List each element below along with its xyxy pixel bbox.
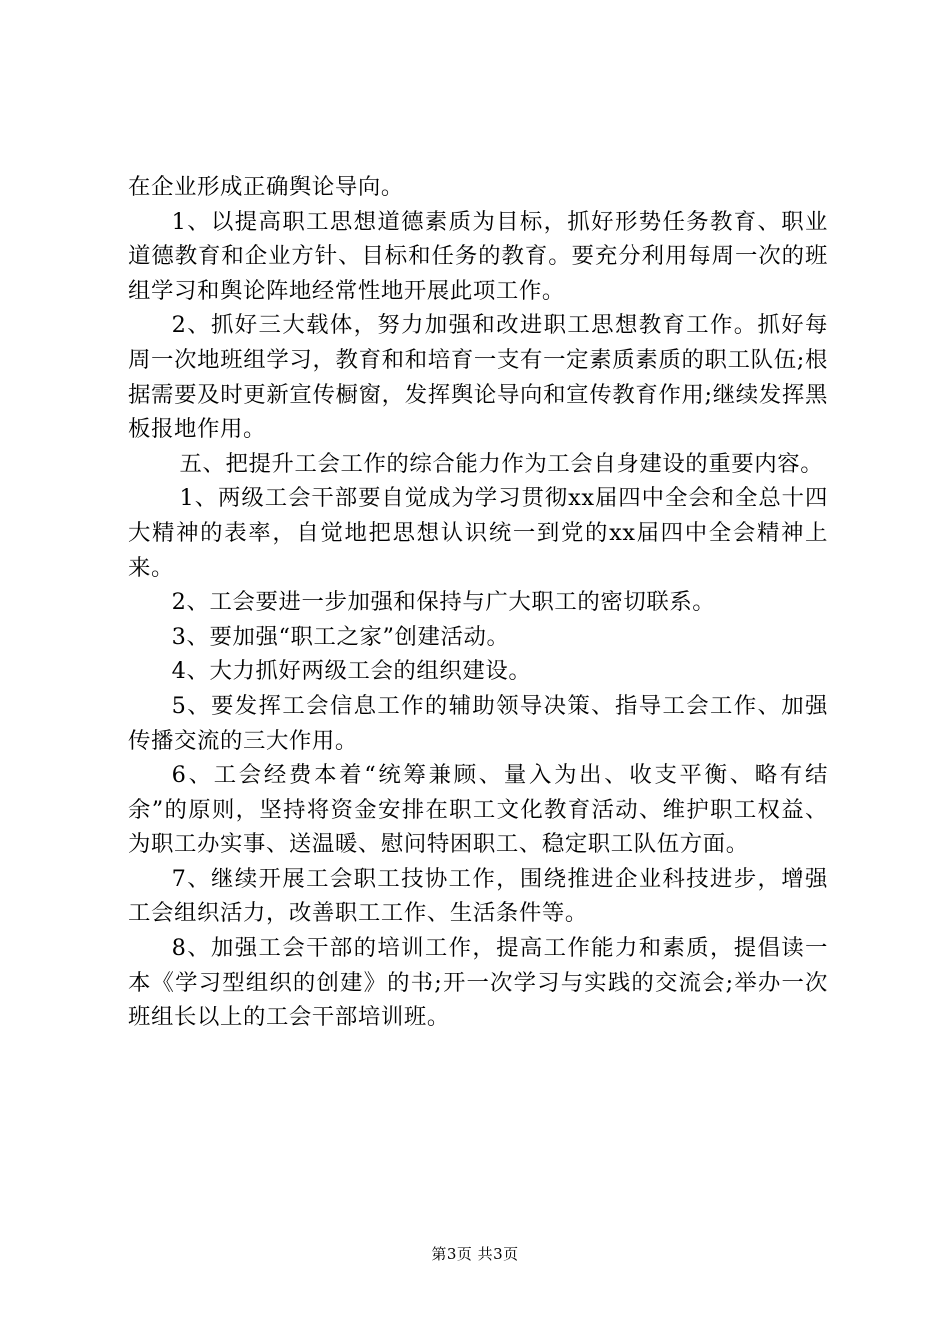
- paragraph-continuation: 在企业形成正确舆论导向。: [128, 174, 404, 200]
- paragraph-item-4b: 4、大力抓好两级工会的组织建设。: [171, 658, 532, 685]
- page-number-footer: 第3页 共3页: [431, 1245, 519, 1263]
- paragraph-item-8b: 8、加强工会干部的培训工作，提高工作能力和素质，提倡读一本《学习型组织的创建》的书;开一次学习与实践的交流会;举办一次班组长以上的工会干部培训班。: [128, 935, 828, 1031]
- paragraph-item-6b: 6、工会经费本着“统筹兼顾、量入为出、收支平衡、略有结余”的原则，坚持将资金安排在职工文化教育活动、维护职工权益、为职工办实事、送温暖、慰问特困职工、稳定职工队伍方面。: [128, 762, 828, 858]
- paragraph-item-2b: 2、工会要进一步加强和保持与广大职工的密切联系。: [171, 589, 716, 616]
- paragraph-item-1: 1、以提高职工思想道德素质为目标，抓好形势任务教育、职业道德教育和企业方针、目标和任务的教育。要充分利用每周一次的班组学习和舆论阵地经常性地开展此项工作。: [128, 208, 828, 304]
- document-body: [128, 170, 828, 1035]
- paragraph-item-7b: 7、继续开展工会职工技协工作，围绕推进企业科技进步，增强工会组织活力，改善职工工作、生活条件等。: [128, 865, 828, 927]
- paragraph-item-1b: 1、两级工会干部要自觉成为学习贯彻xx届四中全会和全总十四大精神的表率，自觉地把思想认识统一到党的xx届四中全会精神上来。: [128, 485, 828, 581]
- paragraph-item-3b: 3、要加强“职工之家”创建活动。: [171, 623, 510, 650]
- paragraph-item-5b: 5、要发挥工会信息工作的辅助领导决策、指导工会工作、加强传播交流的三大作用。: [128, 692, 828, 754]
- section-heading-5: 五、把提升工会工作的综合能力作为工会自身建设的重要内容。: [179, 450, 824, 477]
- paragraph-item-2: 2、抓好三大载体，努力加强和改进职工思想教育工作。抓好每周一次地班组学习，教育和和培育一支有一定素质素质的职工队伍;根据需要及时更新宣传橱窗，发挥舆论导向和宣传教育作用;继续发挥黑板报地作用。: [128, 312, 828, 443]
